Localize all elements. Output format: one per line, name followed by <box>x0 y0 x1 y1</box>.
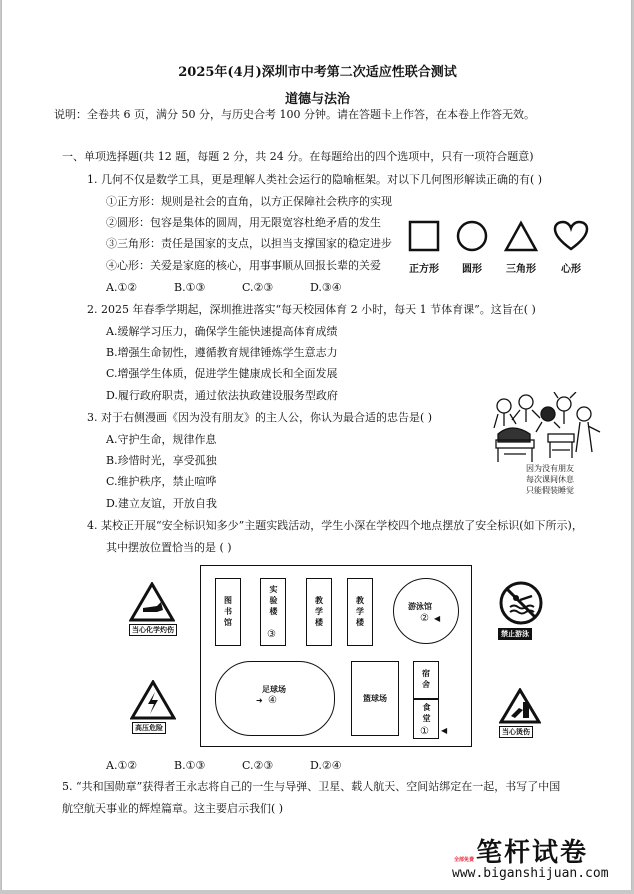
sign-no-swimming <box>496 580 546 640</box>
q1-statement-3: ③三角形：责任是国家的支点，以担当支撑国家的稳定进步 <box>106 237 392 250</box>
q3-stem: 3. 对于右侧漫画《因为没有朋友》的主人公，你认为最合适的忠告是( ) <box>87 411 433 424</box>
q4-stem-line1: 4. 某校正开展“安全标识知多少”主题实践活动，学生小深在学校四个地点摆放了安全标识(如下所示)， <box>87 519 583 532</box>
subject-title: 道德与法治 <box>284 92 350 107</box>
map-canteen <box>413 699 439 739</box>
cartoon-caption-3: 只能假装睡觉 <box>526 486 574 495</box>
cartoon-caption-1: 因为没有朋友 <box>526 464 574 473</box>
q1-statement-2: ②圆形：包容是集体的圆周，用无限宽容杜绝矛盾的发生 <box>106 216 381 229</box>
map-teaching-building-1: 教学楼 <box>306 578 332 646</box>
heart-icon <box>553 220 589 252</box>
map-library: 图书馆 <box>215 578 241 646</box>
map-football-field <box>215 661 335 736</box>
sign-scald <box>499 688 549 748</box>
sign-chemical-burn <box>127 582 177 642</box>
cartoon-illustration-icon <box>490 392 605 464</box>
marker-arrow-icon: ◀ <box>441 726 448 735</box>
triangle-label: 三角形 <box>506 264 536 275</box>
sign-label-swimming: 禁止游泳 <box>498 628 532 640</box>
triangle-icon <box>504 220 538 252</box>
square-label: 正方形 <box>409 264 439 275</box>
map-field-label: 足球场 <box>262 685 286 694</box>
watermark-tag: 全部免费 <box>454 857 475 863</box>
q5-stem-line2: 航空航天事业的辉煌篇章。这主要启示我们( ) <box>62 802 284 815</box>
chemical-burn-warning-icon <box>129 582 175 622</box>
map-basketball-court: 篮球场 <box>351 661 399 736</box>
instructions: 说明：全卷共 6 页，满分 50 分，与历史合考 100 分钟。请在答题卡上作答，在本卷上作答无效。 <box>54 108 535 121</box>
q2-option-d: D.履行政府职责，通过依法执政建设服务型政府 <box>106 389 338 402</box>
q1-option-d: D.③④ <box>310 281 342 294</box>
circle-icon <box>455 220 489 254</box>
q4-options <box>106 759 378 773</box>
q4-option-d: D.②④ <box>310 759 342 772</box>
exam-page <box>1 0 632 890</box>
q1-option-b: B.①③ <box>174 281 206 294</box>
q1-options <box>106 281 378 295</box>
map-lab <box>260 578 286 646</box>
sign-label-voltage: 高压危险 <box>132 722 166 734</box>
map-pool <box>393 578 459 644</box>
q4-option-b: B.①③ <box>174 759 206 772</box>
no-swimming-icon <box>498 580 544 626</box>
q3-cartoon <box>490 392 605 502</box>
q1-statement-1: ①正方形：规则是社会的直角，以方正保障社会秩序的实现 <box>106 195 392 208</box>
q3-option-c: C.维护秩序，禁止喧哗 <box>106 475 217 488</box>
map-lab-label: 实验楼 <box>269 585 278 618</box>
q1-option-a: A.①② <box>106 281 138 294</box>
q3-option-a: A.守护生命，规律作息 <box>106 433 217 446</box>
section-heading: 一、单项选择题(共 12 题，每题 2 分，共 24 分。在每题给出的四个选项中，只有一项符合题意) <box>62 150 534 163</box>
map-dormitory: 宿舍 <box>413 661 439 699</box>
map-marker-3: ③ <box>267 629 276 640</box>
map-marker-1: ① <box>420 726 429 737</box>
cartoon-caption-2: 每次课间休息 <box>526 475 574 484</box>
q4-option-a: A.①② <box>106 759 138 772</box>
q2-option-c: C.增强学生体质，促进学生健康成长和全面发展 <box>106 367 338 380</box>
sign-high-voltage <box>130 680 180 740</box>
q3-option-b: B.珍惜时光，享受孤独 <box>106 454 217 467</box>
exam-title: 2025年(4月)深圳市中考第二次适应性联合测试 <box>178 65 457 80</box>
q4-stem-line2: 其中摆放位置恰当的是 ( ) <box>106 541 232 554</box>
campus-map <box>200 565 472 747</box>
marker-arrow-icon: ◀ <box>434 614 441 623</box>
q1-shapes-figure <box>404 220 594 275</box>
sign-label-scald: 当心烫伤 <box>499 726 533 738</box>
watermark-brand: 笔杆试卷 <box>476 838 589 868</box>
map-pool-label: 游泳馆 <box>408 602 432 611</box>
q4-option-c: C.②③ <box>242 759 274 772</box>
watermark-url: www.biganshijuan.com <box>452 866 609 881</box>
q2-option-b: B.增强生命韧性，遵循教育规律锤炼学生意志力 <box>106 346 338 359</box>
circle-label: 圆形 <box>462 264 482 275</box>
map-teaching-building-2: 教学楼 <box>347 578 373 646</box>
map-marker-4: ④ <box>268 695 277 706</box>
q1-option-c: C.②③ <box>242 281 274 294</box>
q1-statement-4: ④心形：关爱是家庭的核心，用事事顺从回报长辈的关爱 <box>106 259 381 272</box>
q3-option-d: D.建立友谊，开放自我 <box>106 497 217 510</box>
high-voltage-warning-icon <box>130 680 176 720</box>
q1-stem: 1. 几何不仅是数学工具，更是理解人类社会运行的隐喻框架。对以下几何图形解读正确的有( ) <box>87 173 543 186</box>
q2-stem: 2. 2025 年春季学期起，深圳推进落实“每天校园体育 2 小时，每天 1 节体育课”。这旨在( ) <box>87 303 536 316</box>
q5-stem-line1: 5. “共和国勋章”获得者王永志将自己的一生与导弹、卫星、载人航天、空间站绑定在一起，书写了中国 <box>62 780 561 793</box>
heart-label: 心形 <box>561 264 581 275</box>
sign-label-chemical: 当心化学灼伤 <box>129 624 177 636</box>
map-canteen-label: 食堂 <box>422 703 431 725</box>
scald-warning-icon <box>499 688 541 724</box>
square-icon <box>408 220 440 252</box>
marker-arrow-icon: ➜ <box>256 696 263 705</box>
map-marker-2: ② <box>420 613 429 624</box>
q2-option-a: A.缓解学习压力，确保学生能快速提高体育成绩 <box>106 325 338 338</box>
